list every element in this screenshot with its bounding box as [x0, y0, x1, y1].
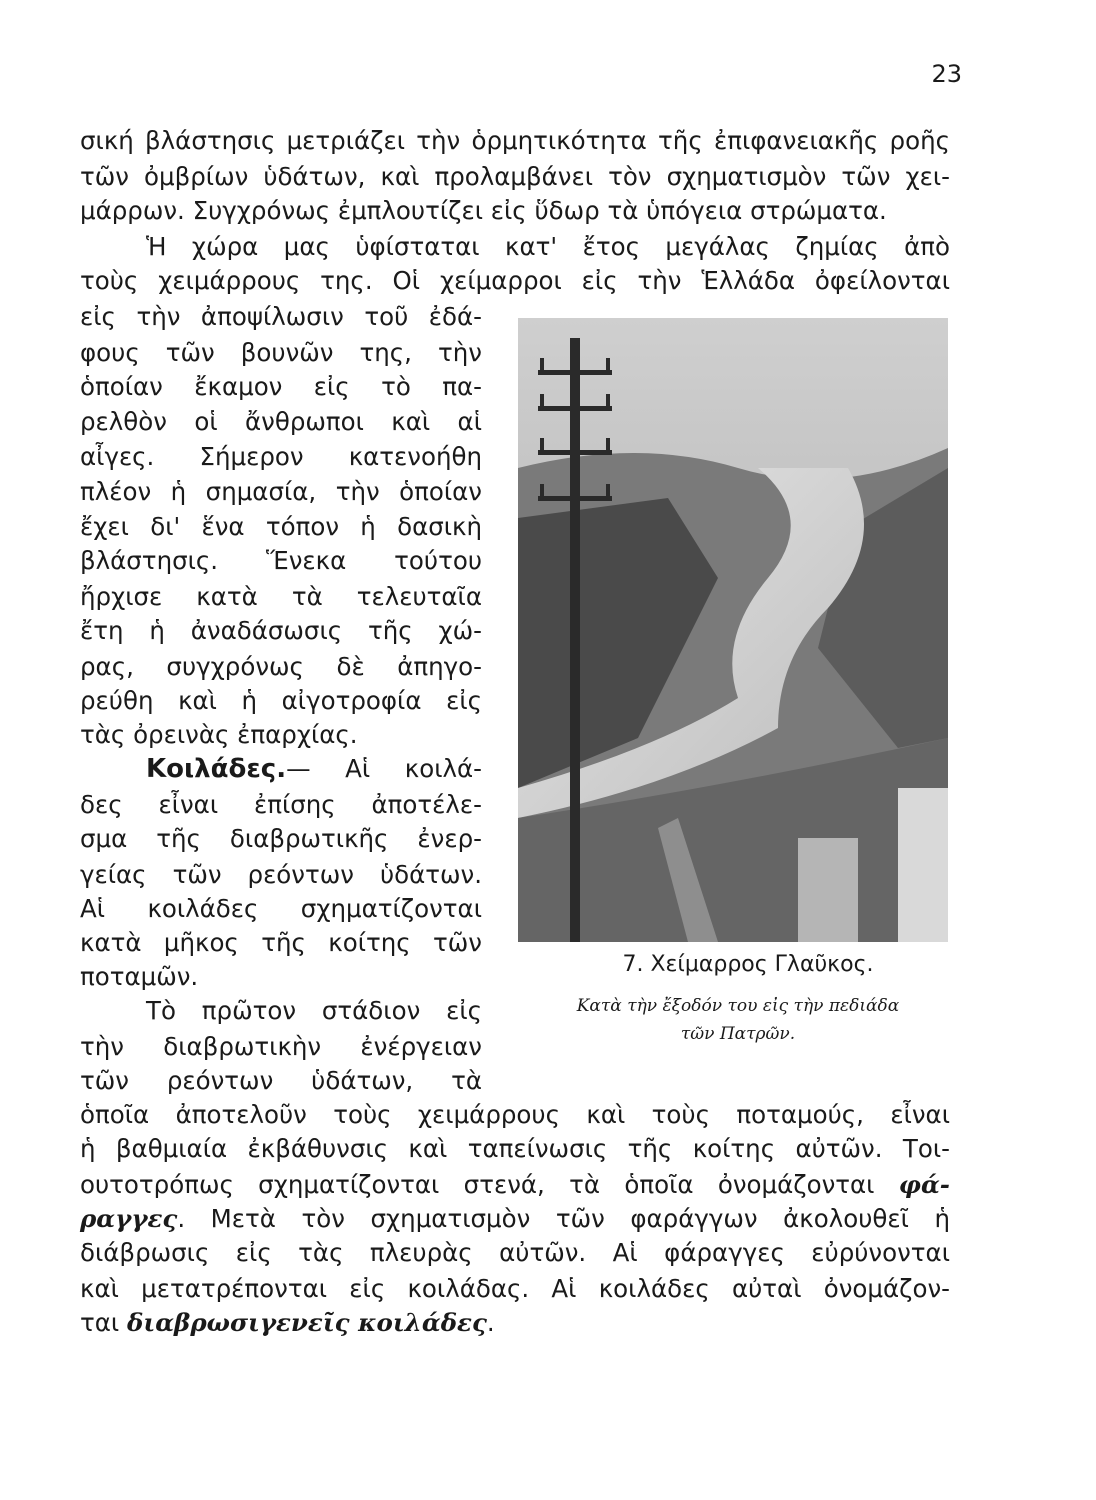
- text-line: ἔχει δι' ἕνα τόπον ἡ δασικὴ: [80, 512, 482, 541]
- text-line: ἤρχισε κατὰ τὰ τελευταῖα: [80, 582, 482, 611]
- text-line: ὁποῖα ἀποτελοῦν τοὺς χειμάρρους καὶ τοὺς ποταμούς, εἶναι: [80, 1100, 950, 1129]
- text-line: τῶν ὀμβρίων ὑδάτων, καὶ προλαμβάνει τὸν σχηματισμὸν τῶν χει-: [80, 162, 950, 191]
- term-farangges-part1: φά-: [898, 1170, 950, 1199]
- text-line: πλέον ἡ σημασία, τὴν ὁποίαν: [80, 477, 482, 506]
- text-line: εἰς τὴν ἀποψίλωσιν τοῦ ἐδά-: [80, 302, 482, 331]
- text-span: .: [486, 1308, 495, 1337]
- section-heading-valleys: Κοιλάδες.: [146, 754, 287, 784]
- text-line: φους τῶν βουνῶν της, τὴν: [80, 338, 482, 367]
- text-line: [80, 1306, 950, 1340]
- text-span: ουτοτρόπως σχηματίζονται στενά, τὰ ὁποῖα ὀνομάζονται: [80, 1170, 875, 1199]
- text-line: τῶν ρεόντων ὑδάτων, τὰ: [80, 1066, 482, 1095]
- text-line: ἡ βαθμιαία ἐκβάθυνσις καὶ ταπείνωσις τῆς κοίτης αὐτῶν. Τοι-: [80, 1134, 950, 1163]
- term-erosion-valleys: διαβρωσιγενεῖς κοιλάδες: [127, 1308, 487, 1337]
- text-line: ποταμῶν.: [80, 962, 199, 991]
- figure-photo-torrent-glafkos: [518, 318, 948, 942]
- text-line: διάβρωσις εἰς τὰς πλευρὰς αὐτῶν. Αἱ φάραγγες εὐρύνονται: [80, 1238, 950, 1267]
- text-line: κατὰ μῆκος τῆς κοίτης τῶν: [80, 928, 482, 957]
- text-line: τοὺς χειμάρρους της. Οἱ χείμαρροι εἰς τὴν Ἑλλάδα ὀφείλονται: [80, 266, 950, 295]
- text-line: Αἱ κοιλάδες σχηματίζονται: [80, 894, 482, 923]
- text-line: βλάστησις. Ἕνεκα τούτου: [80, 546, 482, 575]
- text-line: σμα τῆς διαβρωτικῆς ἐνερ-: [80, 824, 482, 853]
- text-line: ἔτη ἡ ἀναδάσωσις τῆς χώ-: [80, 616, 482, 645]
- page-number: 23: [931, 60, 962, 88]
- text-line: σική βλάστησις μετριάζει τὴν ὁρμητικότητα τῆς ἐπιφανειακῆς ροῆς: [80, 126, 950, 155]
- figure-caption-subtitle: τῶν Πατρῶν.: [680, 1024, 796, 1044]
- term-farangges-part2: ραγγες: [80, 1204, 178, 1233]
- text-line: [80, 752, 482, 786]
- text-line: [80, 1202, 950, 1236]
- text-span: ται: [80, 1308, 120, 1337]
- text-line: Ἡ χώρα μας ὑφίσταται κατ' ἔτος μεγάλας ζημίας ἀπὸ: [146, 232, 950, 261]
- text-line: δες εἶναι ἐπίσης ἀποτέλε-: [80, 790, 482, 819]
- text-line: τὰς ὀρεινὰς ἐπαρχίας.: [80, 720, 358, 749]
- text-line: Τὸ πρῶτον στάδιον εἰς: [146, 996, 482, 1025]
- text-line: μάρρων. Συγχρόνως ἐμπλουτίζει εἰς ὕδωρ τὰ ὑπόγεια στρώματα.: [80, 196, 887, 225]
- text-line: ρεύθη καὶ ἡ αἰγοτροφία εἰς: [80, 686, 482, 715]
- text-line: ὁποίαν ἔκαμον εἰς τὸ πα-: [80, 372, 482, 401]
- text-span: — Αἱ κοιλά-: [286, 754, 482, 783]
- figure-caption-subtitle: Κατὰ τὴν ἔξοδόν του εἰς τὴν πεδιάδα: [576, 996, 900, 1016]
- text-line: αἶγες. Σήμερον κατενοήθη: [80, 442, 482, 471]
- text-line: γείας τῶν ρεόντων ὑδάτων.: [80, 860, 482, 889]
- text-line: καὶ μετατρέπονται εἰς κοιλάδας. Αἱ κοιλάδες αὐταὶ ὀνομάζον-: [80, 1274, 950, 1303]
- text-span: . Μετὰ τὸν σχηματισμὸν τῶν φαράγγων ἀκολουθεῖ ἡ: [177, 1204, 950, 1233]
- text-line: ρελθὸν οἱ ἄνθρωποι καὶ αἱ: [80, 407, 482, 436]
- figure-caption-title: 7. Χείμαρρος Γλαῦκος.: [622, 952, 874, 977]
- text-line: ρας, συγχρόνως δὲ ἀπηγο-: [80, 652, 482, 681]
- text-line: [80, 1168, 950, 1202]
- text-line: τὴν διαβρωτικὴν ἐνέργειαν: [80, 1032, 482, 1061]
